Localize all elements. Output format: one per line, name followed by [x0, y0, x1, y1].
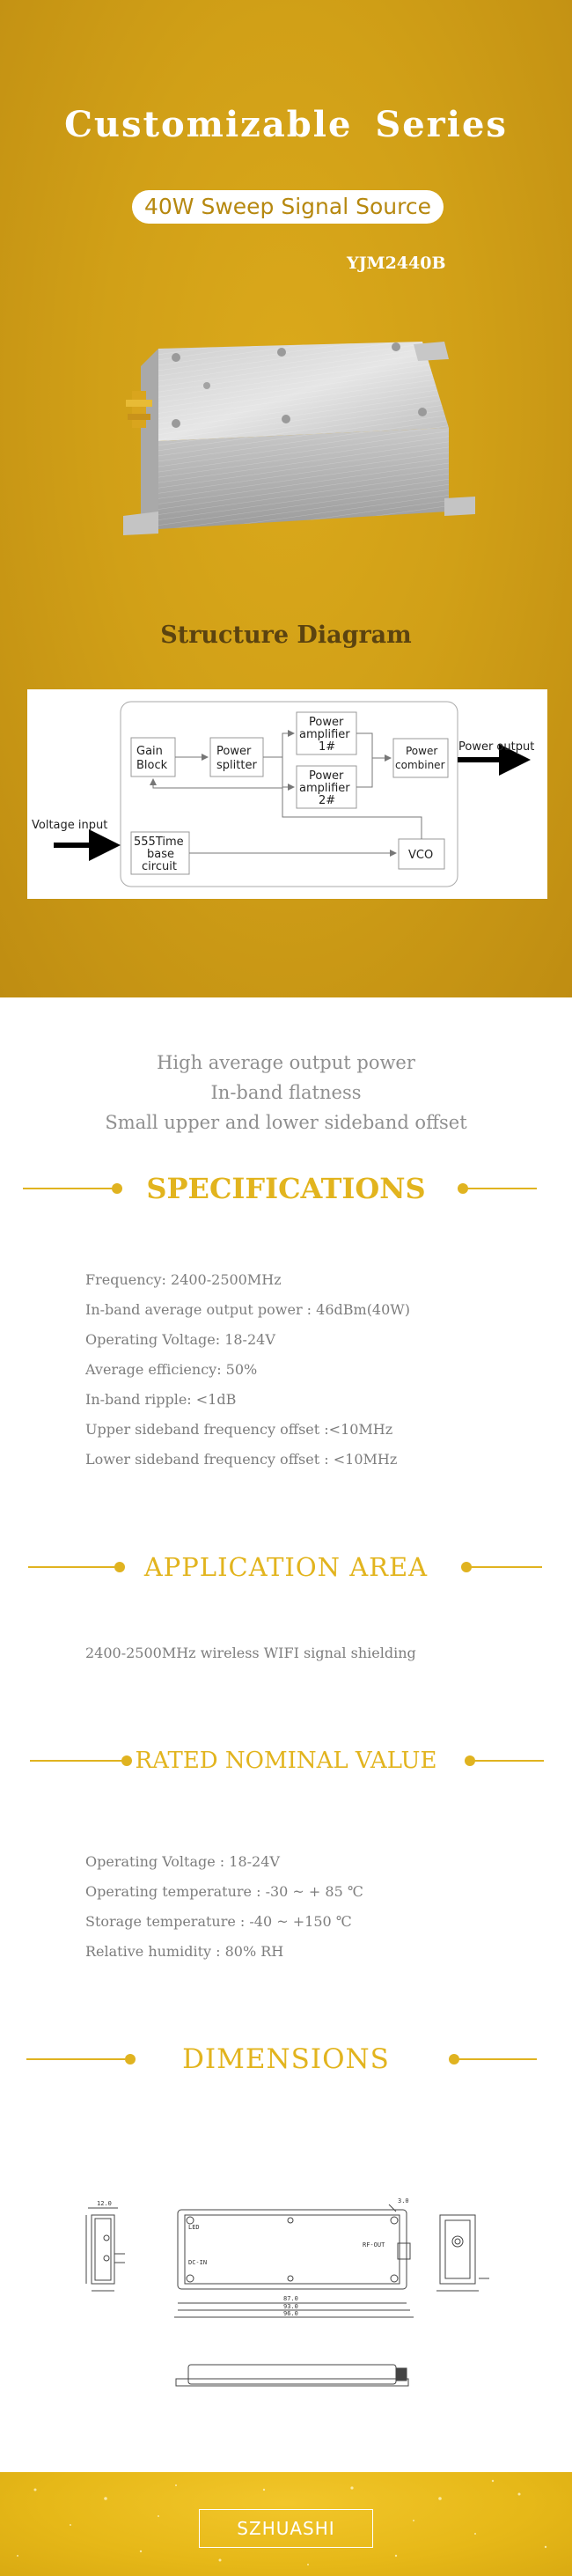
series-title: Customizable Series: [64, 104, 508, 145]
time-base-circuit-block: [131, 832, 189, 874]
dim-label-led: LED: [188, 2224, 200, 2231]
rated-item: Storage temperature : -40 ~ +150 ℃: [85, 1913, 352, 1930]
feature-item: High average output power: [157, 1052, 415, 1073]
dim-label-rf-out: RF-OUT: [363, 2241, 385, 2248]
vco-block: [399, 839, 444, 869]
specifications-header: [0, 1167, 572, 1210]
dimensions-header: [0, 2038, 572, 2080]
feature-item: Small upper and lower sideband offset: [105, 1112, 467, 1133]
power-output-label: Power output: [458, 740, 535, 754]
spec-item: Operating Voltage: 18-24V: [85, 1331, 275, 1348]
dim-label-96: 96.0: [283, 2310, 298, 2317]
power-combiner-block: [393, 739, 448, 777]
svg-text:1#: 1#: [319, 740, 336, 754]
power-splitter-block: [210, 738, 263, 776]
svg-text:Gain: Gain: [136, 745, 163, 758]
dim-label-width: 12.0: [97, 2200, 112, 2207]
structure-diagram-title: Structure Diagram: [160, 622, 412, 649]
svg-text:555Time: 555Time: [134, 835, 184, 849]
dim-label-87: 87.0: [283, 2295, 298, 2302]
application-area-header: [0, 1546, 572, 1588]
svg-text:amplifier: amplifier: [299, 728, 350, 741]
specifications-list: [85, 1265, 410, 1475]
dim-label-93: 93.0: [283, 2303, 298, 2310]
svg-text:Power: Power: [309, 769, 344, 783]
svg-text:2#: 2#: [319, 794, 336, 807]
application-area-title: APPLICATION AREA: [143, 1552, 429, 1582]
structure-diagram: [27, 689, 547, 899]
power-amplifier-1-block: [297, 712, 356, 754]
model-number: YJM2440B: [347, 254, 446, 273]
footer-banner: [0, 2472, 572, 2576]
svg-text:combiner: combiner: [395, 759, 445, 771]
brand-button[interactable]: SZHUASHI: [199, 2509, 373, 2548]
feature-item: In-band flatness: [210, 1082, 362, 1103]
rated-nominal-value-header: [0, 1740, 572, 1782]
spec-item: Lower sideband frequency offset : <10MHz: [85, 1451, 398, 1468]
rated-item: Relative humidity : 80% RH: [85, 1943, 284, 1960]
svg-text:Power: Power: [406, 745, 438, 757]
voltage-input-label: Voltage input: [32, 819, 108, 832]
application-text: 2400-2500MHz wireless WIFI signal shielding: [85, 1645, 416, 1661]
rated-values-list: [85, 1847, 363, 1967]
spec-item: Average efficiency: 50%: [85, 1361, 258, 1378]
svg-text:Block: Block: [136, 759, 168, 772]
dimensions-title: DIMENSIONS: [182, 2043, 390, 2075]
spec-item: In-band ripple: <1dB: [85, 1391, 237, 1408]
feature-list: [0, 1048, 572, 1137]
spec-item: In-band average output power : 46dBm(40W): [85, 1301, 410, 1318]
rated-nominal-value-title: RATED NOMINAL VALUE: [135, 1748, 437, 1774]
svg-text:Power: Power: [216, 745, 252, 758]
svg-text:splitter: splitter: [216, 759, 257, 772]
product-image: [97, 331, 528, 560]
rated-item: Operating Voltage : 18-24V: [85, 1853, 280, 1870]
svg-text:base: base: [147, 848, 174, 861]
gain-block: [131, 738, 175, 776]
svg-text:Power: Power: [309, 716, 344, 729]
spec-item: Upper sideband frequency offset :<10MHz: [85, 1421, 393, 1438]
product-name-badge: 40W Sweep Signal Source: [132, 190, 444, 224]
dimension-drawing: [79, 2166, 519, 2395]
power-amplifier-2-block: [297, 766, 356, 808]
svg-text:circuit: circuit: [142, 860, 177, 873]
dim-label-dc-in: DC-IN: [188, 2259, 208, 2266]
dim-label-hole: 3.0: [398, 2197, 409, 2204]
rated-item: Operating temperature : -30 ~ + 85 ℃: [85, 1883, 363, 1900]
hero-banner: [0, 0, 572, 997]
svg-text:VCO: VCO: [408, 849, 434, 862]
svg-text:amplifier: amplifier: [299, 782, 350, 795]
specifications-title: SPECIFICATIONS: [146, 1172, 426, 1205]
spec-item: Frequency: 2400-2500MHz: [85, 1271, 282, 1288]
